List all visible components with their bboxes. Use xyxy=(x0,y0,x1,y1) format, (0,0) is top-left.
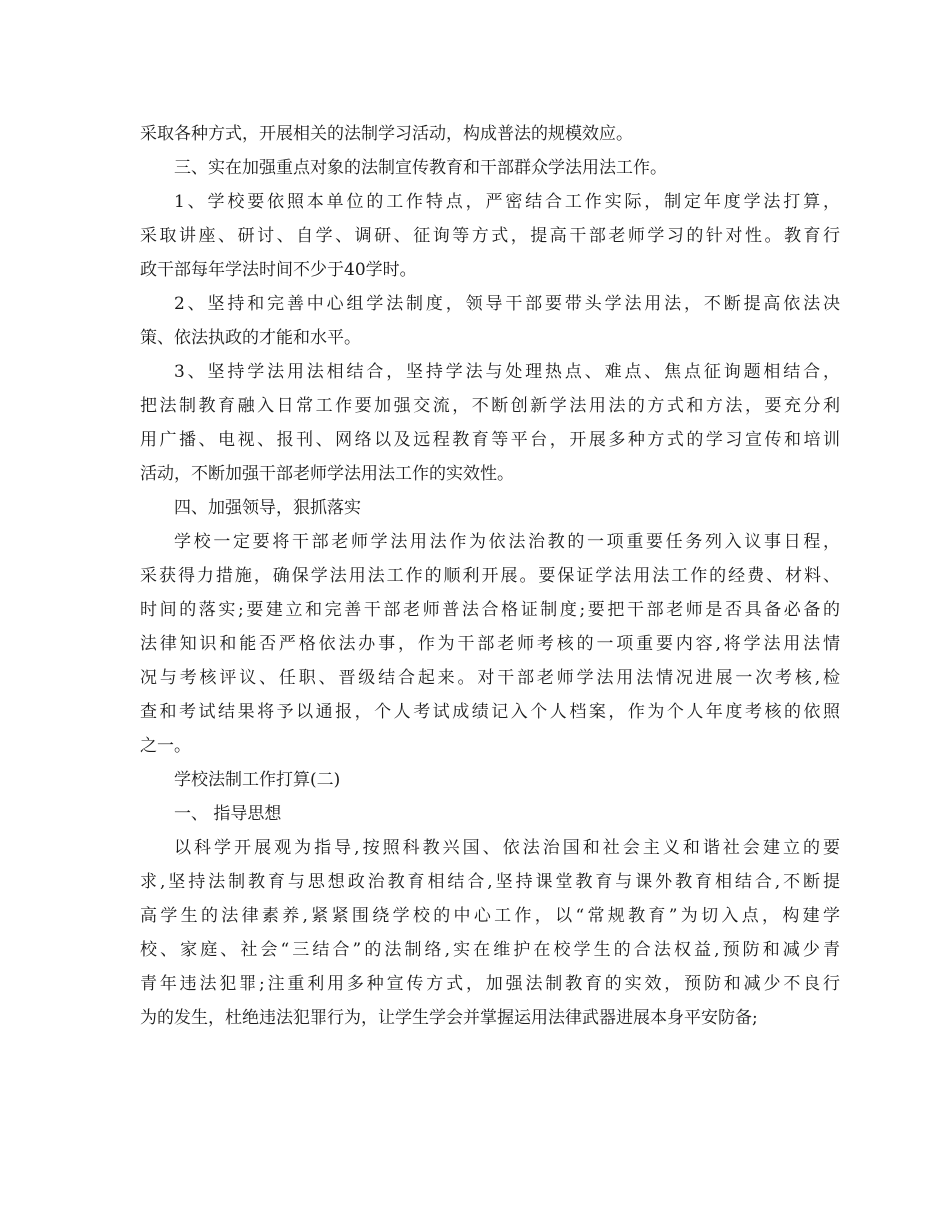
text-line: 法律知识和能否严格依法办事，作为干部老师考核的一项重要内容,将学法用法情 xyxy=(140,634,840,654)
text-line: 策、依法执政的才能和水平。 xyxy=(140,328,361,348)
text-line: 以科学开展观为指导,按照科教兴国、依法治国和社会主义和谐社会建立的要 xyxy=(174,838,840,858)
text-line: 求,坚持法制教育与思想政治教育相结合,坚持课堂教育与课外教育相结合,不断提 xyxy=(140,872,840,892)
paragraph xyxy=(140,287,840,355)
text-line: 一、 指导思想 xyxy=(174,804,282,824)
text-line: 查和考试结果将予以通报，个人考试成绩记入个人档案，作为个人年度考核的依照 xyxy=(140,702,840,722)
text-line: 活动，不断加强干部老师学法用法工作的实效性。 xyxy=(140,464,514,484)
text-line: 用广播、电视、报刊、网络以及远程教育等平台，开展多种方式的学习宣传和培训 xyxy=(140,430,840,450)
paragraph xyxy=(140,525,840,763)
text-line: 学校一定要将干部老师学法用法作为依法治教的一项重要任务列入议事日程， xyxy=(174,532,840,552)
paragraph xyxy=(140,185,840,287)
text-line: 况与考核评议、任职、晋级结合起来。对干部老师学法用法情况进展一次考核,检 xyxy=(140,668,840,688)
text-line: 四、加强领导，狠抓落实 xyxy=(174,498,361,518)
text-line: 时间的落实;要建立和完善干部老师普法合格证制度;要把干部老师是否具备必备的 xyxy=(140,600,840,620)
text-line: 采取各种方式，开展相关的法制学习活动，构成普法的规模效应。 xyxy=(140,124,633,144)
text-line: 3、坚持学法用法相结合，坚持学法与处理热点、难点、焦点征询题相结合， xyxy=(174,362,840,382)
paragraph xyxy=(140,797,840,831)
paragraph xyxy=(140,491,840,525)
text-line: 采获得力措施，确保学法用法工作的顺利开展。要保证学法用法工作的经费、材料、 xyxy=(140,566,840,586)
paragraph xyxy=(140,831,840,1035)
text-line: 高学生的法律素养,紧紧围绕学校的中心工作，以“常规教育”为切入点，构建学 xyxy=(140,906,840,926)
text-line: 把法制教育融入日常工作要加强交流，不断创新学法用法的方式和方法，要充分利 xyxy=(140,396,840,416)
paragraph xyxy=(140,117,840,151)
text-line: 三、实在加强重点对象的法制宣传教育和干部群众学法用法工作。 xyxy=(174,158,667,178)
paragraph xyxy=(140,151,840,185)
text-line: 2、坚持和完善中心组学法制度，领导干部要带头学法用法，不断提高依法决 xyxy=(174,294,840,314)
text-line: 为的发生，杜绝违法犯罪行为，让学生学会并掌握运用法律武器进展本身平安防备; xyxy=(140,1008,758,1028)
text-line: 1、学校要依照本单位的工作特点，严密结合工作实际，制定年度学法打算， xyxy=(174,192,840,212)
text-line: 校、家庭、社会“三结合”的法制络,实在维护在校学生的合法权益,预防和减少青 xyxy=(140,940,840,960)
text-line: 采取讲座、研讨、自学、调研、征询等方式，提高干部老师学习的针对性。教育行 xyxy=(140,226,840,246)
paragraph xyxy=(140,763,840,797)
text-line: 青年违法犯罪;注重利用多种宣传方式，加强法制教育的实效，预防和减少不良行 xyxy=(140,974,840,994)
text-line: 之一。 xyxy=(140,736,191,756)
text-line: 政干部每年学法时间不少于40学时。 xyxy=(140,260,417,280)
paragraph xyxy=(140,355,840,491)
document-body xyxy=(140,117,840,1035)
text-line: 学校法制工作打算(二) xyxy=(174,770,341,790)
